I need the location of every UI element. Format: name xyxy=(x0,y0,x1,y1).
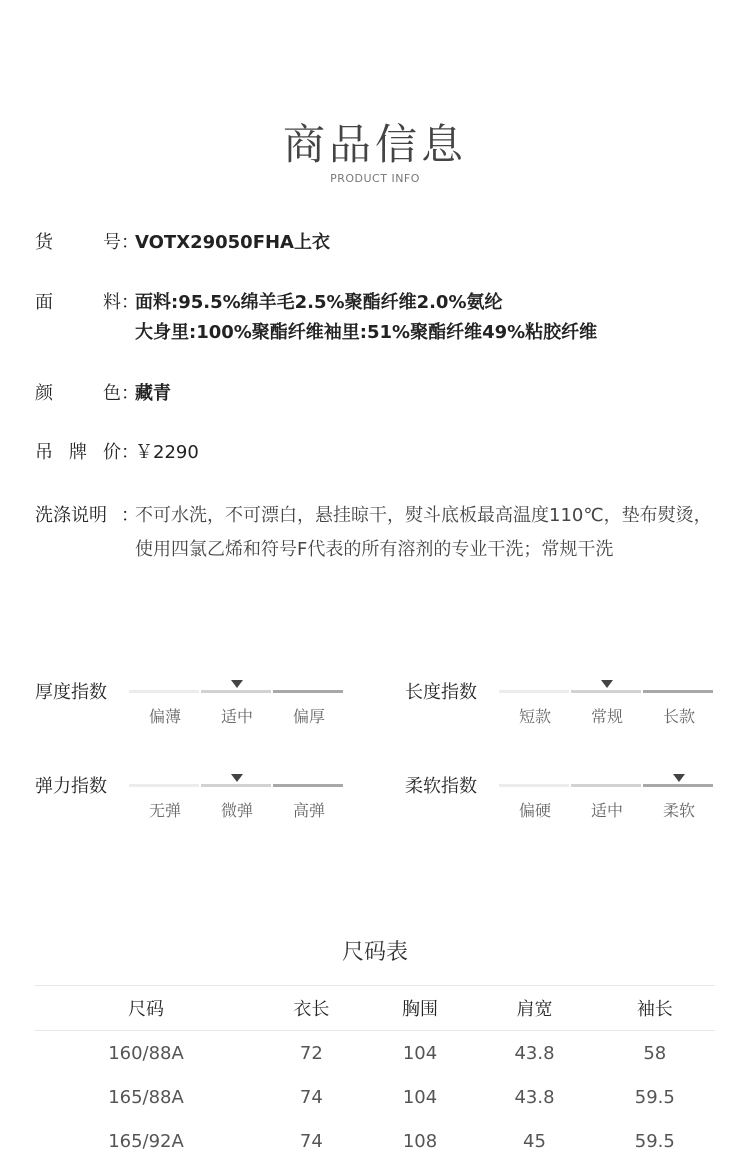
index-scale xyxy=(129,690,345,693)
column-header: 衣长 xyxy=(257,986,366,1031)
item-no-label: 货 号 xyxy=(35,232,121,253)
material-line-1: 面料:95.5%绵羊毛2.5%聚酯纤维2.0%氨纶 xyxy=(135,292,503,313)
index-title: 弹力指数 xyxy=(35,776,107,797)
column-header: 肩宽 xyxy=(474,986,594,1031)
scale-segment xyxy=(129,690,199,693)
scale-segment xyxy=(571,690,641,693)
price-label: 吊 牌 价 xyxy=(35,442,121,463)
table-cell: 43.8 xyxy=(514,1086,555,1108)
column-header: 尺码 xyxy=(35,986,257,1031)
scale-segment xyxy=(201,690,271,693)
index-thickness xyxy=(35,678,365,738)
scale-segment xyxy=(571,784,641,787)
table-header-row xyxy=(35,986,715,1031)
table-cell: 58 xyxy=(643,1042,667,1064)
size-chart-title: 尺码表 xyxy=(341,940,408,965)
scale-option: 长款 xyxy=(662,707,695,726)
table-cell: 72 xyxy=(299,1042,323,1064)
index-scale xyxy=(499,690,715,693)
index-scale xyxy=(129,784,345,787)
index-title: 长度指数 xyxy=(405,682,477,703)
info-row-price: 吊 牌 价 ： ￥2290 xyxy=(35,438,720,468)
scale-segment xyxy=(201,784,271,787)
table-cell: 108 xyxy=(402,1130,438,1152)
item-no-value: VOTX29050FHA上衣 xyxy=(135,232,330,253)
table-cell: 104 xyxy=(402,1086,438,1108)
scale-segment xyxy=(273,784,343,787)
material-label: 面 料 xyxy=(35,292,121,313)
scale-segment xyxy=(499,690,569,693)
table-cell: 74 xyxy=(299,1086,323,1108)
column-header: 袖长 xyxy=(595,986,715,1031)
info-row-color: 颜 色 ： 藏青 xyxy=(35,379,720,409)
scale-option: 高弹 xyxy=(292,801,325,820)
page-subtitle: PRODUCT INFO xyxy=(330,172,420,185)
scale-segment xyxy=(499,784,569,787)
scale-segment xyxy=(129,784,199,787)
material-value xyxy=(135,288,720,348)
color-label: 颜 色 xyxy=(35,383,121,404)
table-cell: 59.5 xyxy=(634,1086,675,1108)
color-value: 藏青 xyxy=(135,383,171,404)
scale-option: 短款 xyxy=(518,707,551,726)
wash-label: 洗涤说明 xyxy=(35,505,107,526)
scale-option: 适中 xyxy=(220,707,253,726)
indicator-triangle-icon xyxy=(601,680,613,688)
table-row xyxy=(35,1075,715,1119)
scale-segment xyxy=(643,690,713,693)
table-cell: 74 xyxy=(299,1130,323,1152)
size-chart-table xyxy=(35,985,715,1163)
indicator-triangle-icon xyxy=(231,774,243,782)
table-cell: 165/88A xyxy=(108,1086,184,1108)
info-row-material: 面 料 ： 面料:95.5%绵羊毛2.5%聚酯纤维2.0%氨纶 大身里:100%聚酯纤维袖里:51%聚酯纤维49%粘胶纤维 xyxy=(35,288,720,348)
table-cell: 160/88A xyxy=(108,1042,184,1064)
index-title: 厚度指数 xyxy=(35,682,107,703)
indicator-triangle-icon xyxy=(231,680,243,688)
scale-option: 无弹 xyxy=(148,801,181,820)
table-row xyxy=(35,1119,715,1163)
table-cell: 165/92A xyxy=(108,1130,184,1152)
index-title: 柔软指数 xyxy=(405,776,477,797)
scale-segment xyxy=(273,690,343,693)
index-scale xyxy=(499,784,715,787)
table-cell: 104 xyxy=(402,1042,438,1064)
indicator-triangle-icon xyxy=(673,774,685,782)
scale-option: 适中 xyxy=(590,801,623,820)
table-cell: 59.5 xyxy=(634,1130,675,1152)
page-title: 商品信息 xyxy=(282,120,467,169)
info-row-wash: 洗涤说明 ： 不可水洗，不可漂白，悬挂晾干，熨斗底板最高温度110℃，垫布熨烫，使用四氯乙烯和符号F代表的所有溶剂的专业干洗；常规干洗 xyxy=(35,499,720,567)
scale-option: 偏厚 xyxy=(292,707,325,726)
material-line-2: 大身里:100%聚酯纤维袖里:51%聚酯纤维49%粘胶纤维 xyxy=(135,322,598,343)
index-length xyxy=(405,678,735,738)
scale-option: 偏薄 xyxy=(148,707,181,726)
scale-option: 常规 xyxy=(590,707,623,726)
table-cell: 45 xyxy=(523,1130,546,1152)
price-value: ￥2290 xyxy=(135,442,199,463)
index-elasticity xyxy=(35,772,365,832)
scale-option: 偏硬 xyxy=(518,801,551,820)
wash-value: 不可水洗，不可漂白，悬挂晾干，熨斗底板最高温度110℃，垫布熨烫，使用四氯乙烯和符号F代表的所有溶剂的专业干洗；常规干洗 xyxy=(135,505,712,560)
table-row xyxy=(35,1031,715,1076)
scale-option: 柔软 xyxy=(662,801,695,820)
index-softness xyxy=(405,772,735,832)
table-cell: 43.8 xyxy=(514,1042,555,1064)
column-header: 胸围 xyxy=(366,986,475,1031)
scale-option: 微弹 xyxy=(220,801,253,820)
scale-segment xyxy=(643,784,713,787)
info-row-item-no: 货 号 ： VOTX29050FHA上衣 xyxy=(35,228,720,258)
